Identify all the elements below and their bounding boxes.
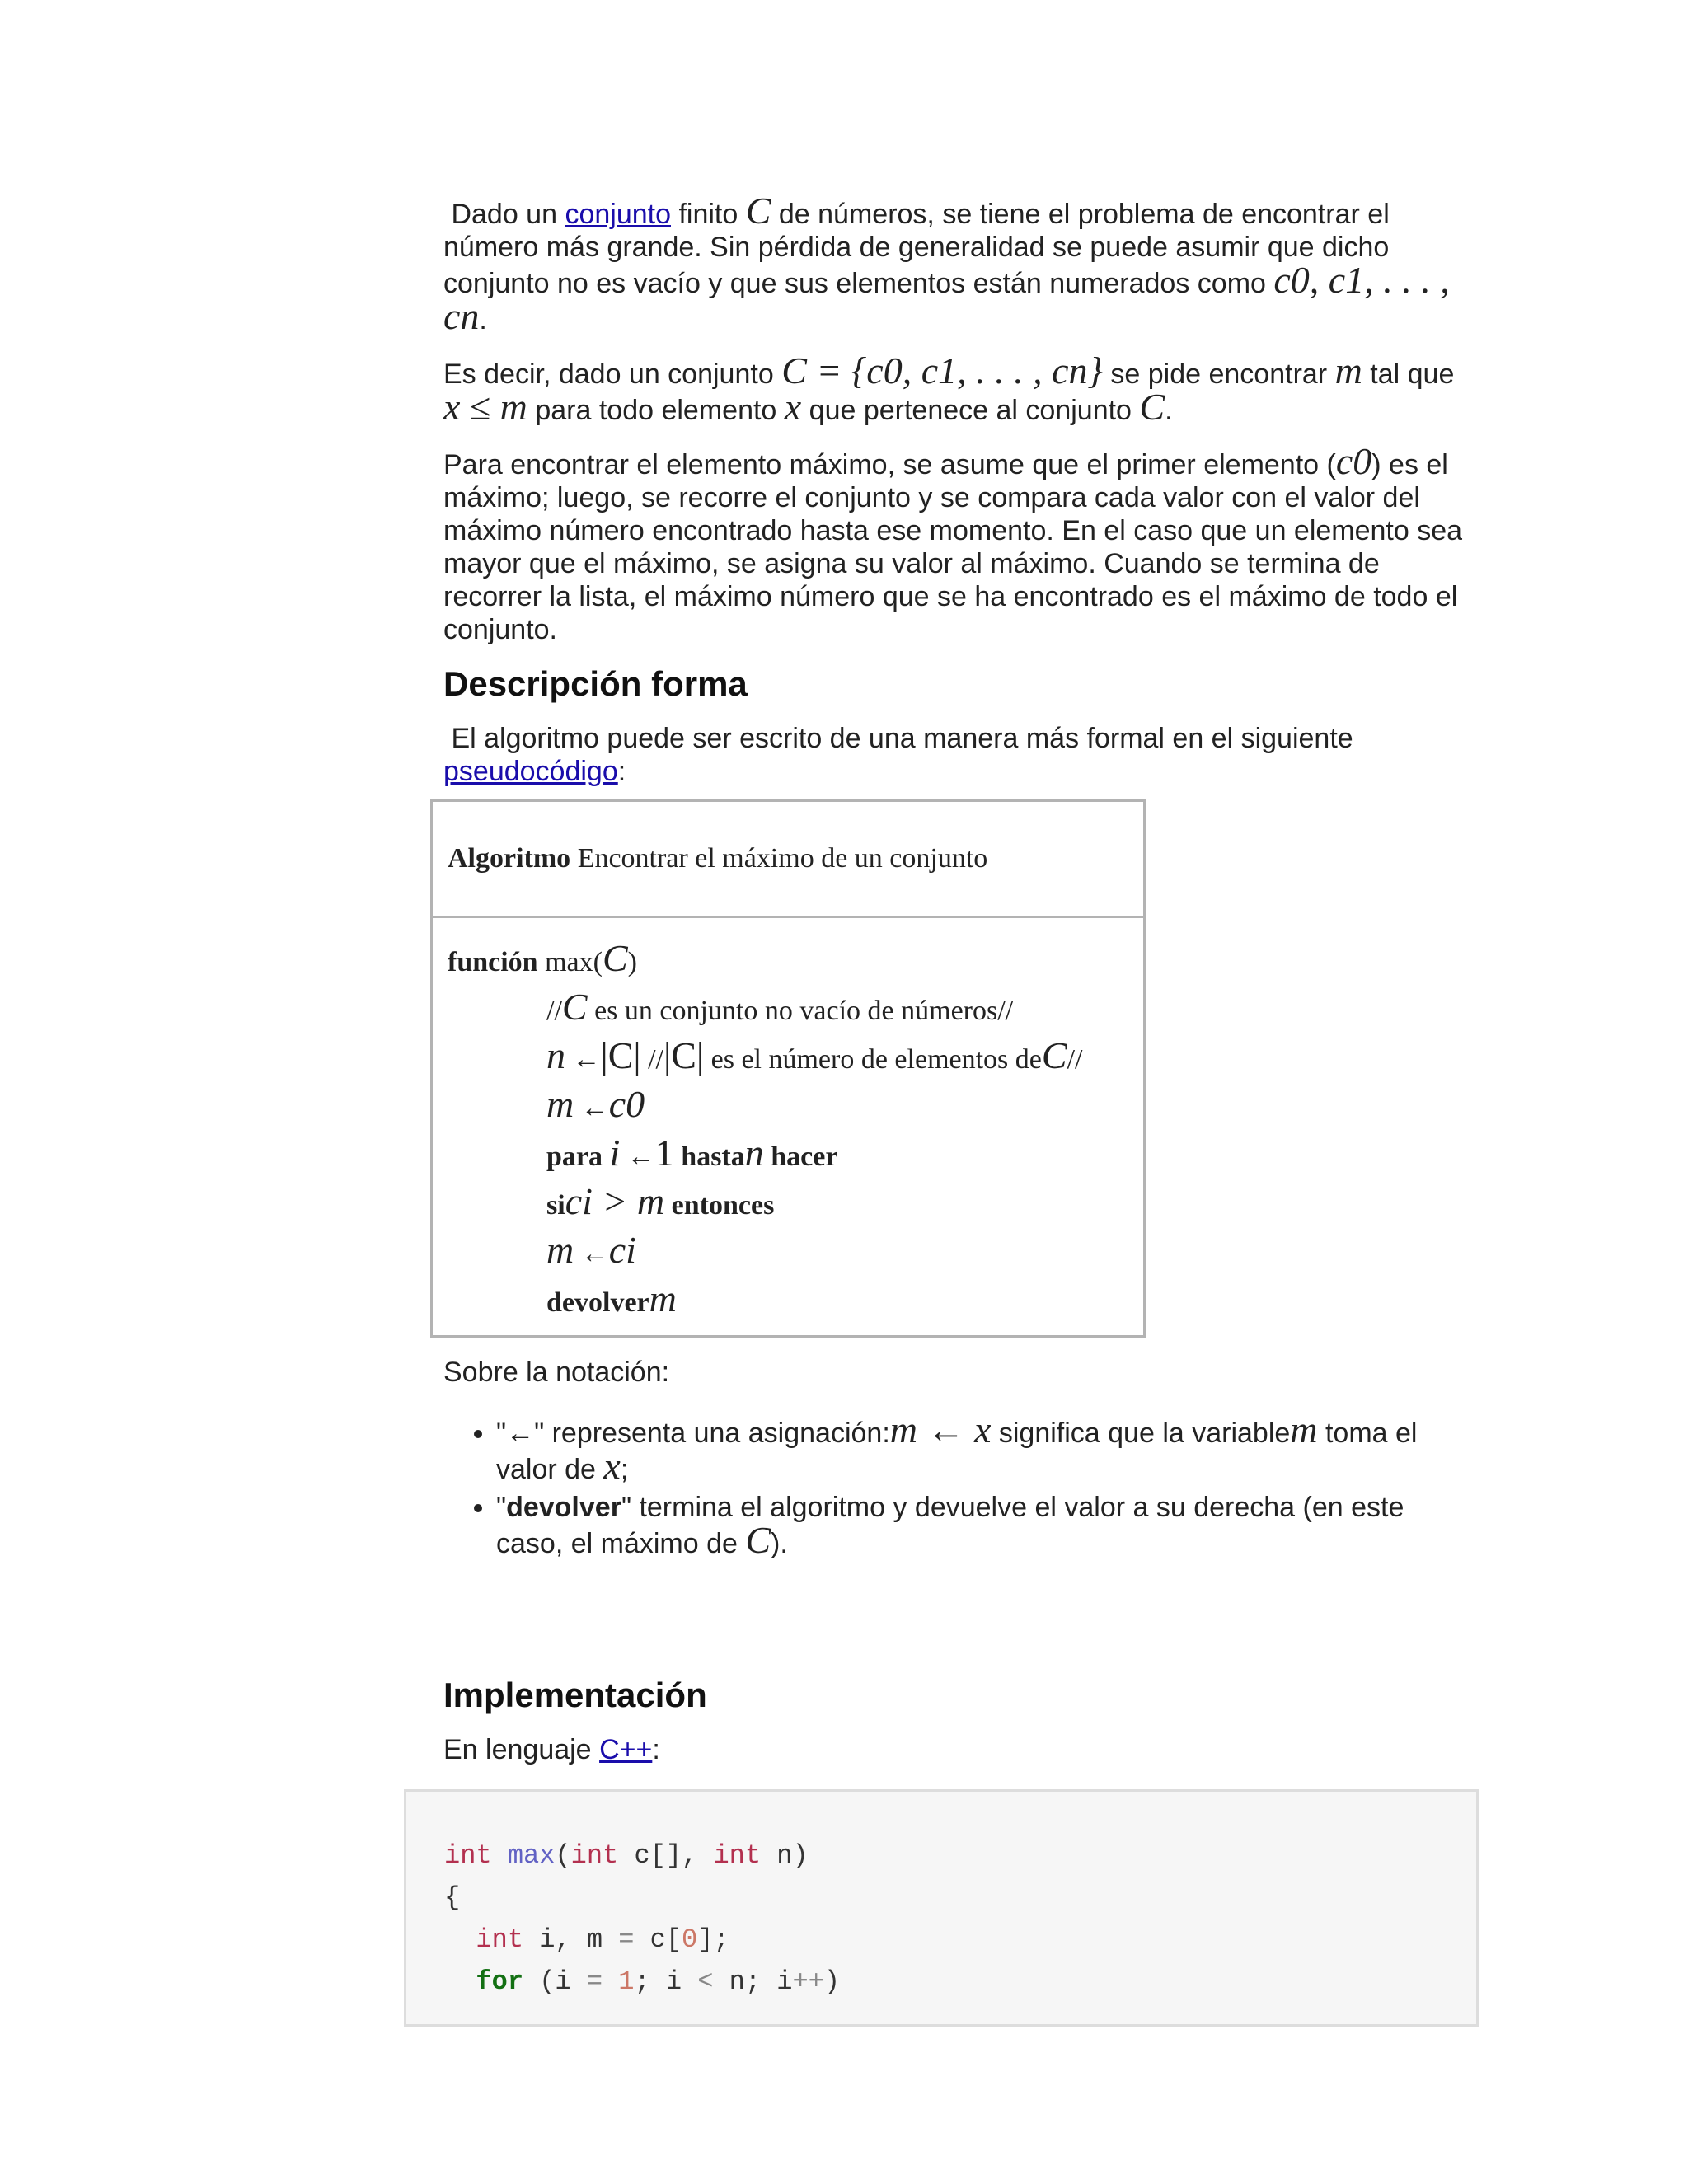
algorithm-body xyxy=(433,918,1143,1335)
decir-paragraph xyxy=(443,349,1465,428)
algorithm-title-bold: Algoritmo xyxy=(448,843,571,874)
keyword-funcion: función xyxy=(448,947,538,977)
code-token: ; i xyxy=(634,1966,698,1997)
algorithm-title-text: Encontrar el máximo de un conjunto xyxy=(577,843,988,874)
punctuation: " xyxy=(496,1492,507,1523)
algo-line-function xyxy=(448,936,1135,985)
comment-marker: // xyxy=(648,1044,664,1075)
keyword-entonces: entonces xyxy=(671,1190,775,1221)
set-symbol: C xyxy=(1041,1034,1067,1076)
intro-text: de números, se tiene el problema de encontrar el número más grande. Sin pérdida de generalidad se puede asumir que dicho conjunto no es vacío y que sus elementos están numerados como xyxy=(443,199,1390,299)
explanation-paragraph xyxy=(443,440,1465,646)
n-symbol: n xyxy=(546,1034,565,1076)
code-token: 1 xyxy=(618,1966,635,1997)
code-token: n; i xyxy=(713,1966,793,1997)
assignment-formula: m ← x xyxy=(889,1408,992,1451)
notation-text: significa que la variable xyxy=(998,1418,1291,1449)
cpp-link[interactable]: C++ xyxy=(599,1734,653,1765)
cardinality-formula: |C| xyxy=(600,1034,641,1076)
cardinality-formula: |C| xyxy=(663,1034,705,1076)
assign-arrow: ← xyxy=(626,1141,655,1172)
algo-line-m-init xyxy=(448,1082,1135,1131)
code-token: for xyxy=(476,1966,524,1997)
code-block xyxy=(404,1789,1479,2027)
spacer xyxy=(443,1565,1465,1662)
decir-text: que pertenece al conjunto xyxy=(809,395,1132,426)
decir-text: se pide encontrar xyxy=(1110,359,1328,390)
code-token: int xyxy=(476,1924,524,1955)
code-token: = xyxy=(618,1924,635,1955)
algo-line-comment1 xyxy=(448,985,1135,1033)
assign-arrow: ← xyxy=(580,1239,609,1269)
code-line xyxy=(444,1919,1476,1961)
m-symbol: m xyxy=(1334,349,1362,391)
c0-symbol: c0 xyxy=(608,1083,645,1125)
document-page xyxy=(443,190,1465,2027)
set-definition-formula: C = {c0, c1, . . . , cn} xyxy=(781,349,1103,391)
keyword-devolver: devolver xyxy=(546,1287,649,1318)
algo-line-if xyxy=(448,1179,1135,1228)
code-token: int xyxy=(713,1840,762,1871)
notation-keyword: devolver xyxy=(506,1492,621,1523)
impl-text: En lenguaje xyxy=(443,1734,592,1765)
notation-text: " termina el algoritmo y devuelve el valor a su derecha (en este caso, el máximo de xyxy=(496,1492,1404,1559)
one-symbol: 1 xyxy=(654,1132,674,1174)
m-symbol: m xyxy=(649,1277,677,1319)
code-token: int xyxy=(570,1840,619,1871)
code-token: < xyxy=(697,1966,714,1997)
c0-symbol: c0 xyxy=(1335,440,1372,482)
assign-arrow: ← xyxy=(572,1044,601,1075)
decir-text: tal que xyxy=(1370,359,1455,390)
formal-paragraph xyxy=(443,722,1465,788)
sequence-formula: c0, c1, . . . , cn xyxy=(443,259,1450,337)
punctuation: : xyxy=(617,756,626,787)
punctuation: . xyxy=(1165,395,1173,426)
code-token: int xyxy=(444,1840,492,1871)
ci-symbol: ci xyxy=(608,1229,636,1271)
conjunto-link[interactable]: conjunto xyxy=(565,199,671,230)
set-symbol: C xyxy=(1139,386,1165,428)
punctuation: ; xyxy=(620,1454,629,1485)
notation-title: Sobre la notación: xyxy=(443,1357,670,1388)
heading-implementation: Implementación xyxy=(443,1675,707,1714)
set-symbol: C xyxy=(561,986,588,1028)
code-token: ++ xyxy=(792,1966,824,1997)
n-symbol: n xyxy=(744,1132,764,1174)
formal-text: El algoritmo puede ser escrito de una manera más formal en el siguiente xyxy=(451,723,1353,754)
code-token: c[], xyxy=(618,1840,714,1871)
punctuation: ) xyxy=(627,947,637,977)
explanation-text: ) es el máximo; luego, se recorre el conjunto y se compara cada valor con el valor del máximo número encontrado hasta ese momento. En el caso que un elemento sea mayor que el máximo, se asigna su valor al máximo. Cuando se termina de recorrer la lista, el máximo número que se ha encontrado es el máximo de todo el conjunto. xyxy=(443,449,1463,645)
keyword-hacer: hacer xyxy=(771,1141,838,1172)
code-token: { xyxy=(444,1882,461,1913)
code-line xyxy=(444,1835,1476,1877)
set-symbol: C xyxy=(745,190,771,232)
algo-line-m-assign xyxy=(448,1228,1135,1277)
code-token: ( xyxy=(555,1840,571,1871)
code-token: ]; xyxy=(697,1924,729,1955)
comment-marker: // xyxy=(546,996,562,1026)
x-symbol: x xyxy=(784,386,802,428)
notation-text: "←" representa una asignación: xyxy=(496,1418,890,1449)
notation-list xyxy=(443,1408,1465,1561)
comment-text: es un conjunto no vacío de números// xyxy=(594,996,1014,1026)
i-symbol: i xyxy=(609,1132,621,1174)
pseudocodigo-link[interactable]: pseudocódigo xyxy=(443,756,618,787)
code-token: = xyxy=(586,1966,603,1997)
decir-text: Es decir, dado un conjunto xyxy=(443,359,774,390)
algo-line-return xyxy=(448,1277,1135,1325)
set-symbol: C xyxy=(745,1519,771,1561)
set-symbol: C xyxy=(602,937,628,979)
condition-formula: ci > m xyxy=(565,1180,665,1222)
m-symbol: m xyxy=(546,1229,574,1271)
list-item xyxy=(496,1408,1465,1487)
list-item xyxy=(496,1491,1465,1560)
code-token: i, m xyxy=(523,1924,619,1955)
x-symbol: x xyxy=(603,1445,621,1487)
implementation-paragraph xyxy=(443,1733,1465,1766)
notation-text: toma el valor de xyxy=(496,1418,1418,1485)
m-symbol: m xyxy=(1290,1408,1318,1451)
algo-line-n-assign xyxy=(448,1033,1135,1082)
m-symbol: m xyxy=(546,1083,574,1125)
assign-arrow: ← xyxy=(580,1093,609,1123)
function-name: max( xyxy=(545,947,603,977)
code-token: 0 xyxy=(682,1924,698,1955)
intro-paragraph xyxy=(443,190,1465,337)
punctuation: ). xyxy=(771,1528,788,1559)
code-line xyxy=(444,1961,1476,2003)
punctuation: . xyxy=(479,304,487,335)
heading-formal-description: Descripción forma xyxy=(443,664,748,703)
code-token: (i xyxy=(523,1966,587,1997)
code-token: c[ xyxy=(634,1924,682,1955)
explanation-text: Para encontrar el elemento máximo, se asume que el primer elemento ( xyxy=(443,449,1336,480)
decir-text: para todo elemento xyxy=(535,395,777,426)
intro-text: finito xyxy=(678,199,738,230)
keyword-hasta: hasta xyxy=(681,1141,745,1172)
intro-text: Dado un xyxy=(451,199,557,230)
code-token: max xyxy=(507,1840,556,1871)
algorithm-title xyxy=(433,802,1143,918)
algo-line-for xyxy=(448,1131,1135,1179)
code-line xyxy=(444,1877,1476,1919)
keyword-si: si xyxy=(546,1190,565,1221)
code-token: ) xyxy=(823,1966,841,1997)
keyword-para: para xyxy=(546,1141,603,1172)
comment-marker: // xyxy=(1067,1044,1083,1075)
comment-text: es el número de elementos de xyxy=(710,1044,1042,1075)
punctuation: : xyxy=(652,1734,660,1765)
code-token: n) xyxy=(761,1840,809,1871)
algorithm-box xyxy=(430,799,1146,1338)
inequality-formula: x ≤ m xyxy=(443,386,528,428)
